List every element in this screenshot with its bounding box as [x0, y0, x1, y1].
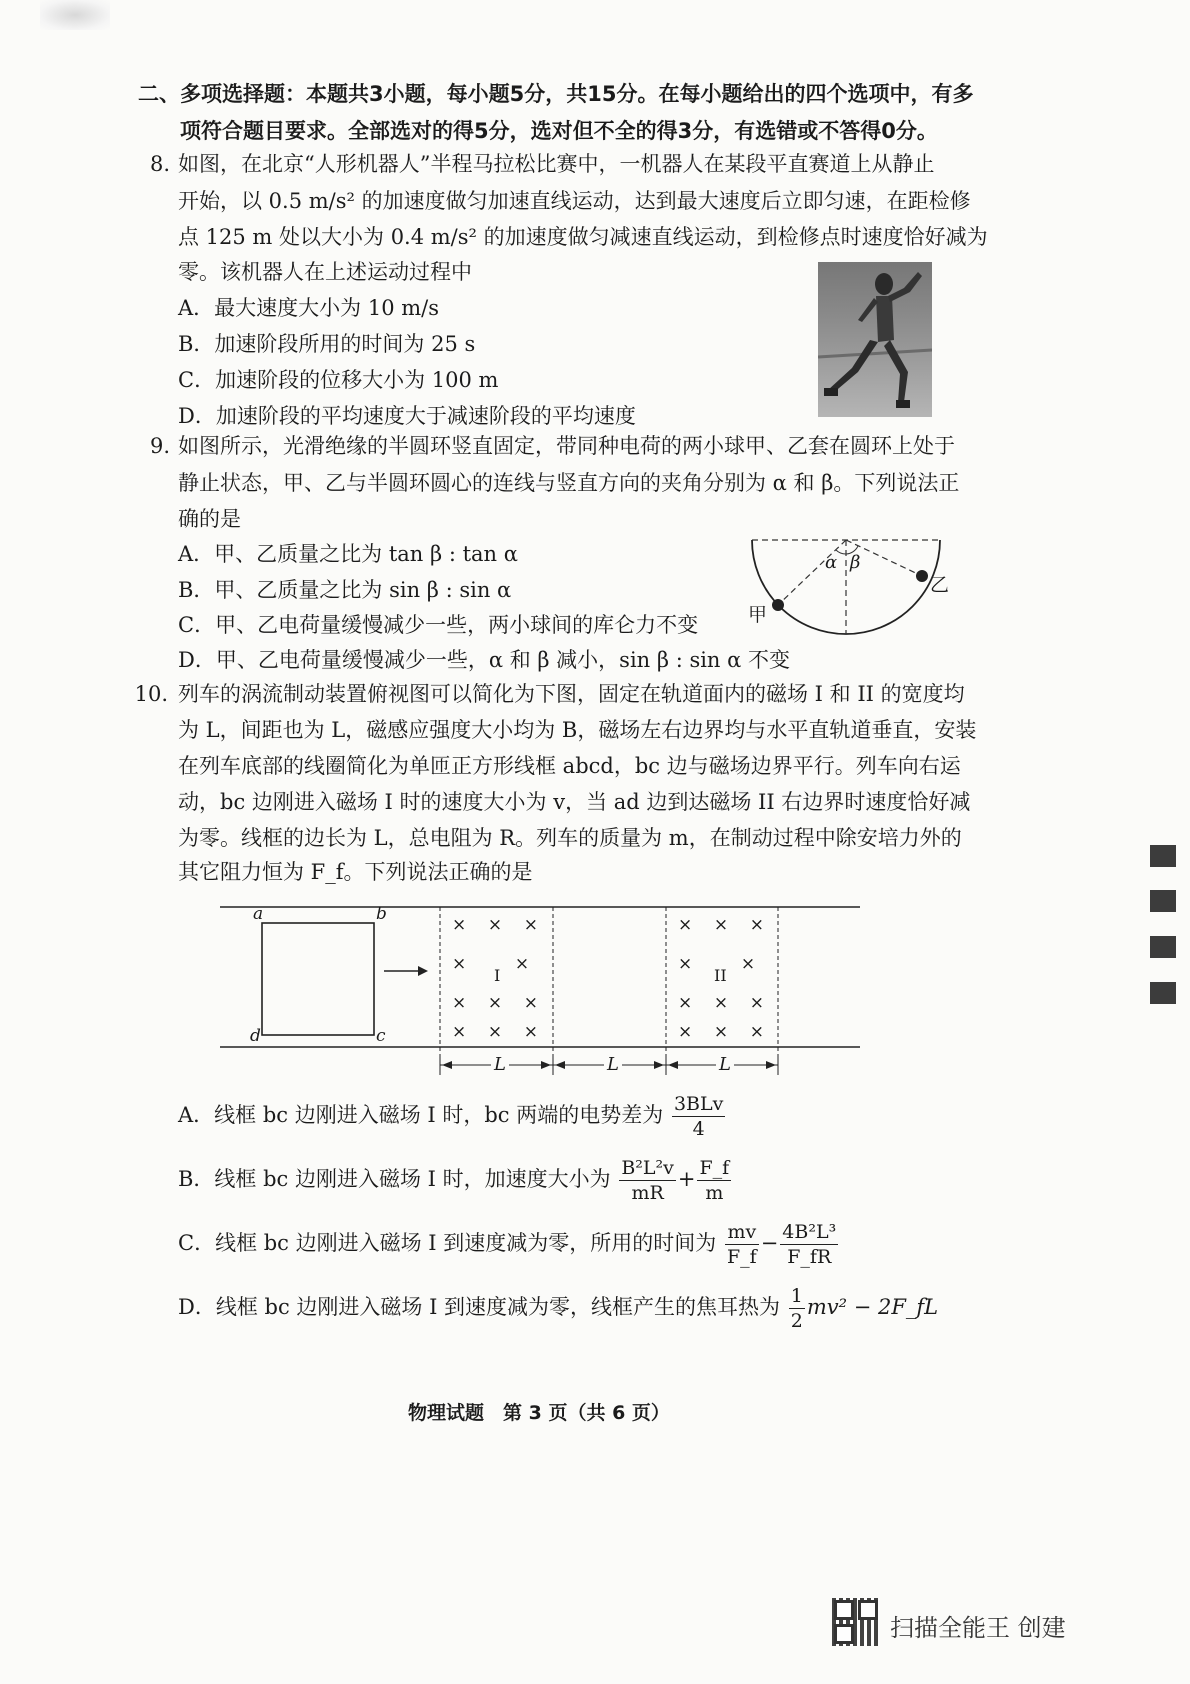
cross-mark: ×: [487, 1022, 503, 1042]
field-2-crosses: [678, 906, 764, 1023]
q9-option-d: D．甲、乙电荷量缓慢减少一些，α 和 β 减小，sin β : sin α 不变: [178, 648, 790, 672]
q9-option-c: C．甲、乙电荷量缓慢减少一些，两小球间的库仑力不变: [178, 613, 699, 637]
q8-number: 8.: [149, 152, 170, 176]
edge-tab-mark: [1150, 982, 1176, 1004]
edge-tab-mark: [1150, 845, 1176, 867]
dim-label-1: L: [491, 1054, 509, 1075]
q10-option-a-fraction: [672, 1092, 725, 1141]
q10-option-d-tail: mv² − 2F_fL: [806, 1295, 939, 1319]
frac-numerator: mv: [725, 1220, 759, 1245]
frac-denominator: F_f: [726, 1246, 757, 1268]
dim-label-2: L: [604, 1054, 622, 1075]
cross-mark: ×: [713, 993, 729, 1013]
frac-numerator: 1: [790, 1285, 803, 1307]
cross-mark: ×: [523, 1022, 538, 1042]
q10-option-b-text: B．线框 bc 边刚进入磁场 I 时，加速度大小为: [178, 1167, 611, 1191]
q10-line-5: 为零。线框的边长为 L，总电阻为 R。列车的质量为 m，在制动过程中除安培力外的: [178, 826, 962, 850]
section-heading-line1: 二、多项选择题：本题共3小题，每小题5分，共15分。在每小题给出的四个选项中，有多: [138, 82, 974, 106]
cross-mark: ×: [749, 1022, 764, 1042]
q8-line-3: 点 125 m 处以大小为 0.4 m/s² 的加速度做匀减速直线运动，到检修点时速度恰好减为: [178, 225, 988, 249]
q10-line-4: 动，bc 边刚进入磁场 I 时的速度大小为 v，当 ad 边到达磁场 II 右边界时速度恰好减: [178, 790, 971, 814]
q8-line-1: 如图，在北京“人形机器人”半程马拉松比赛中，一机器人在某段平直赛道上从静止: [178, 152, 935, 176]
semicircle-ring-diagram: [740, 530, 960, 640]
q9-option-a: A．甲、乙质量之比为 tan β : tan α: [178, 542, 518, 566]
ball-jia: [772, 599, 784, 611]
field-1-crosses: [452, 906, 538, 1023]
q10-line-1: 列车的涡流制动装置俯视图可以简化为下图，固定在轨道面内的磁场 I 和 II 的宽度均: [178, 682, 965, 706]
minus-sign: −: [760, 1231, 779, 1255]
angle-alpha-label: α: [825, 552, 838, 573]
cross-mark: ×: [523, 993, 538, 1013]
q8-line-4: 零。该机器人在上述运动过程中: [178, 260, 472, 284]
q10-option-b-fraction-1: [619, 1156, 676, 1205]
cross-mark: ×: [749, 993, 764, 1013]
cross-mark: ×: [487, 915, 503, 935]
angle-beta-label: β: [850, 552, 861, 573]
corner-b-label: b: [376, 904, 387, 924]
ball-jia-label: 甲: [748, 604, 768, 626]
corner-a-label: a: [253, 904, 264, 924]
cross-mark: ×: [740, 954, 756, 974]
q8-option-b: B．加速阶段所用的时间为 25 s: [178, 332, 476, 356]
q10-option-b: [178, 1154, 733, 1205]
qr-code-icon: [832, 1598, 880, 1646]
q10-option-a: [178, 1090, 727, 1141]
q9-line-1: 如图所示，光滑绝缘的半圆环竖直固定，带同种电荷的两小球甲、乙套在圆环上处于: [178, 434, 955, 458]
q10-option-c: [178, 1218, 840, 1269]
q10-option-c-fraction-2: [780, 1220, 838, 1269]
frac-numerator: 3BLv: [673, 1093, 724, 1115]
corner-c-label: c: [376, 1026, 386, 1046]
frac-numerator: B²L²v: [621, 1157, 674, 1179]
cross-mark: ×: [678, 1022, 693, 1042]
frac-denominator: F_fR: [787, 1246, 832, 1268]
corner-d-label: d: [250, 1026, 261, 1046]
q10-option-c-text: C．线框 bc 边刚进入磁场 I 到速度减为零，所用的时间为: [178, 1231, 717, 1255]
cross-mark: ×: [452, 1022, 467, 1042]
motion-arrow: [418, 966, 428, 976]
q10-line-3: 在列车底部的线圈简化为单匝正方形线框 abcd，bc 边与磁场边界平行。列车向右运: [178, 754, 961, 778]
scan-smudge: [40, 0, 110, 30]
q10-option-d: [178, 1282, 938, 1333]
frac-denominator: mR: [631, 1182, 664, 1204]
q9-line-2: 静止状态，甲、乙与半圆环圆心的连线与竖直方向的夹角分别为 α 和 β。下列说法正: [178, 471, 960, 495]
q10-option-b-fraction-2: [697, 1156, 731, 1205]
q10-option-a-text: A．线框 bc 边刚进入磁场 I 时，bc 两端的电势差为: [178, 1103, 664, 1127]
field-1-crosses-bottom: [452, 1022, 538, 1042]
cross-mark: ×: [452, 993, 467, 1013]
page-footer: 物理试题 第 3 页（共 6 页）: [408, 1402, 670, 1424]
q8-option-d: D．加速阶段的平均速度大于减速阶段的平均速度: [178, 404, 636, 428]
ball-yi: [916, 570, 928, 582]
q10-option-d-text: D．线框 bc 边刚进入磁场 I 到速度减为零，线框产生的焦耳热为: [178, 1295, 781, 1319]
q9-option-b: B．甲、乙质量之比为 sin β : sin α: [178, 578, 512, 602]
q8-option-a: A．最大速度大小为 10 m/s: [178, 296, 440, 320]
field-2-crosses-bottom: [678, 1022, 764, 1042]
eddy-brake-diagram: [220, 895, 870, 1085]
frac-denominator: 4: [692, 1118, 705, 1140]
scanner-watermark: 扫描全能王 创建: [890, 1614, 1066, 1642]
cross-mark: ×: [678, 993, 693, 1013]
q9-number: 9.: [149, 434, 170, 458]
q10-number: 10.: [134, 682, 168, 706]
cross-mark: ×: [678, 954, 693, 974]
edge-tab-mark: [1150, 936, 1176, 958]
q9-line-3: 确的是: [178, 507, 241, 531]
cross-mark: ×: [514, 954, 530, 974]
robot-runner-photo: [818, 262, 932, 417]
robot-figure-icon: [818, 262, 932, 417]
cross-mark: ×: [713, 1022, 729, 1042]
field-2-label: II: [714, 966, 727, 985]
q10-line-6: 其它阻力恒为 F_f。下列说法正确的是: [178, 860, 533, 884]
cross-mark: ×: [713, 915, 729, 935]
q10-option-c-fraction-1: [725, 1220, 759, 1269]
q10-option-d-fraction: [789, 1284, 805, 1333]
frac-denominator: m: [705, 1182, 724, 1204]
cross-mark: ×: [452, 954, 467, 974]
plus-sign: +: [677, 1167, 696, 1191]
edge-tab-mark: [1150, 890, 1176, 912]
square-coil: [262, 923, 374, 1035]
cross-mark: ×: [487, 993, 503, 1013]
q10-line-2: 为 L，间距也为 L，磁感应强度大小均为 B，磁场左右边界均与水平直轨道垂直，安装: [178, 718, 977, 742]
frac-numerator: 4B²L³: [782, 1221, 837, 1243]
frac-numerator: F_f: [699, 1157, 730, 1179]
cross-mark: ×: [678, 915, 693, 935]
cross-mark: ×: [523, 915, 538, 935]
q8-option-c: C．加速阶段的位移大小为 100 m: [178, 368, 499, 392]
frac-denominator: 2: [790, 1310, 803, 1332]
q8-line-2: 开始，以 0.5 m/s² 的加速度做匀加速直线运动，达到最大速度后立即匀速，在距检修: [178, 189, 971, 213]
cross-mark: ×: [749, 915, 764, 935]
section-heading-line2: 项符合题目要求。全部选对的得5分，选对但不全的得3分，有选错或不答得0分。: [180, 119, 938, 143]
field-1-label: I: [494, 966, 501, 985]
ball-yi-label: 乙: [930, 574, 950, 596]
dim-label-3: L: [716, 1054, 734, 1075]
cross-mark: ×: [452, 915, 467, 935]
